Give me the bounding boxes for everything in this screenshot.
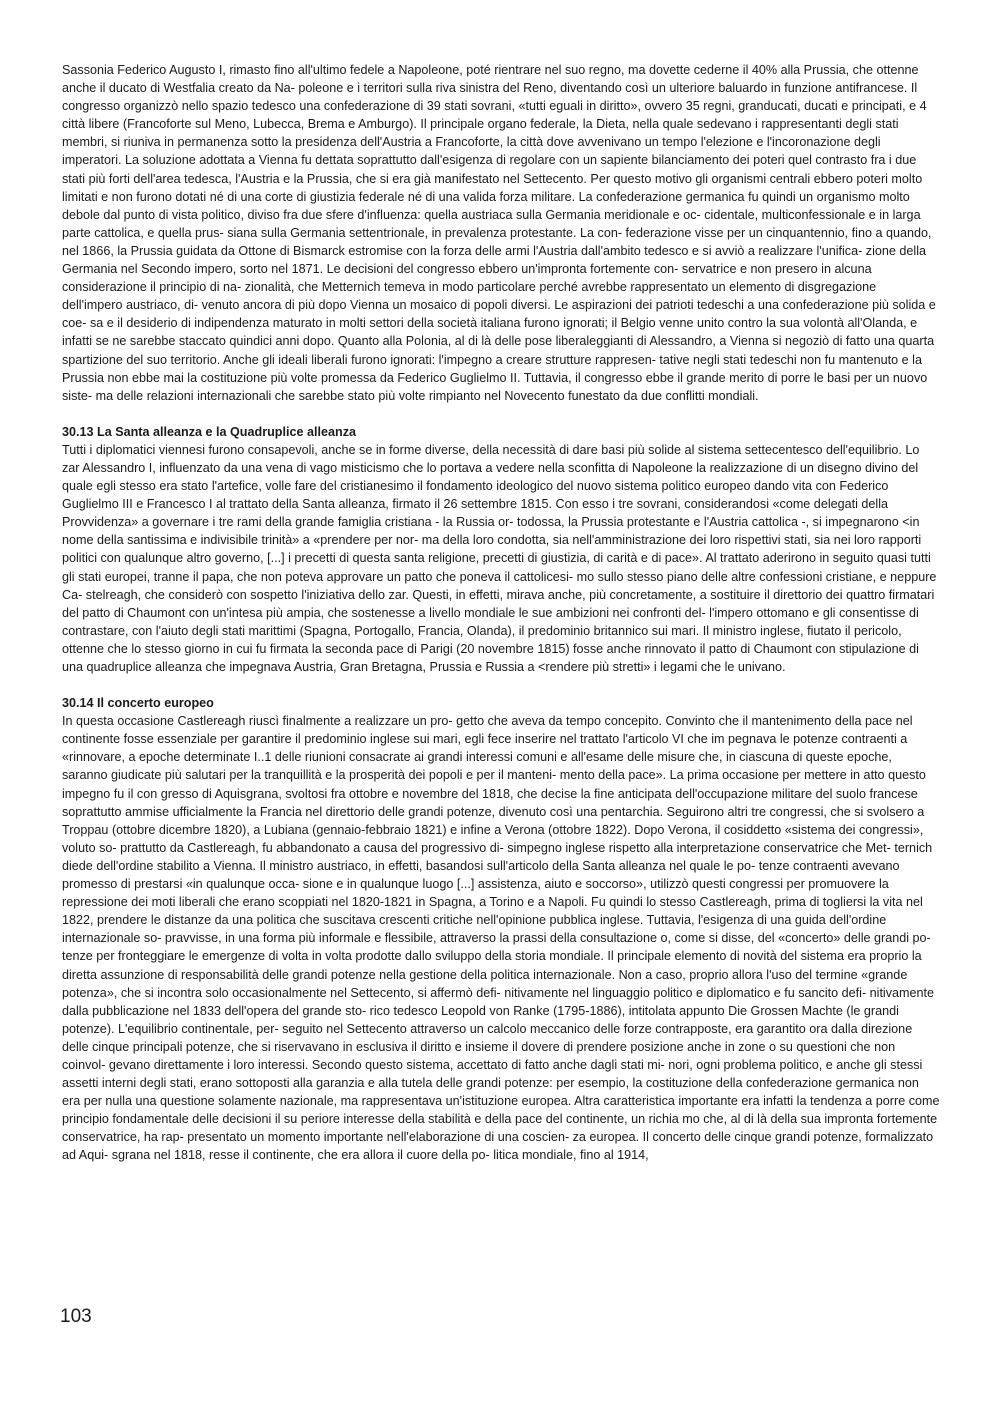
page-number: 103 [60,1306,92,1327]
section-heading-30-14: 30.14 Il concerto europeo [62,696,214,711]
paragraph-concerto-europeo: In questa occasione Castlereagh riuscì finalmente a realizzare un pro- getto che aveva da tempo concepito. Convinto che il mantenimento della pace nel continente fosse essenziale per garantire il predominio inglese sui mari, egli fece inserire nel trattato l'articolo VI che im pegnava le potenze contraenti a «rinnovare, a epoche determinate I..1 delle riunioni consacrate ai grandi interessi comuni e all'esame delle misure che, in ciascuna di queste epoche, saranno giudicate più salutari per la tranquillità e la prosperità dei popoli e per il manteni- mento della pace». La prima occasione per mettere in atto questo impegno fu il con gresso di Aquisgrana, svoltosi fra ottobre e novembre del 1818, che decise la fine anticipata dell'occupazione militare del suolo francese soprattutto ammise ufficialmente la Francia nel direttorio delle grandi potenze, divenuto così una pentarchia. Seguirono altri tre congressi, che si svolsero a Troppau (ottobre dicembre 1820), a Lubiana (gennaio-febbraio 1821) e infine a Verona (ottobre 1822). Dopo Verona, il cosiddetto «sistema dei congressi», voluto so- prattutto da Castlereagh, fu abbandonato a causa del progressivo di- simpegno inglese rispetto alla interpretazione conservatrice che Met- ternich diede dell'ordine stabilito a Vienna. Il ministro austriaco, in effetti, basandosi sull'articolo della Santa alleanza nel quale le po- tenze contraenti avevano promesso di prestarsi «in qualunque occa- sione e in qualunque luogo [...] assistenza, aiuto e soccorso», utilizzò questi congressi per promuovere la repressione dei moti liberali che erano scoppiati nel 1820-1821 in Spagna, a Torino e a Napoli. Fu quindi lo stesso Castlereagh, prima di togliersi la vita nel 1822, prendere le distanze da una politica che suscitava crescenti critiche nell'opinione pubblica inglese. Tuttavia, l'esigenza di una guida dell'ordine internazionale so- pravvisse, in una forma più informale e flessibile, attraverso la prassi della consultazione o, come si disse, del «concerto» delle grandi po- tenze per fronteggiare le emergenze di volta in volta prodotte dallo sviluppo della storia mondiale. Il principale elemento di novità del sistema era proprio la diretta assunzione di responsabilità delle grandi potenze nella gestione della politica internazionale. Non a caso, proprio allora l'uso del termine «grande potenza», che si incontra solo occasionalmente nel Settecento, si affermò defi- nitivamente nel linguaggio politico e diplomatico e fu sancito defi- nitivamente dalla pubblicazione nel 1833 dell'opera del grande sto- rico tedesco Leopold von Ranke (1795-1886), intitolata appunto Die Grossen Machte (le grandi potenze). L'equilibrio continentale, per- seguito nel Settecento attraverso un calcolo meccanico delle forze contrapposte, era garantito ora dalla direzione delle cinque principali potenze, che si riservavano in esclusiva il diritto e insieme il dovere di prendere posizione anche in zone o su questioni che non coinvol- gevano direttamente i loro interessi. Secondo questo sistema, accettato di fatto anche dagli stati mi- nori, ogni problema politico, e anche gli stessi assetti interni degli stati, erano sottoposti alla garanzia e alla tutela delle grandi potenze: per esempio, la costituzione della confederazione germanica non era per nulla una questione solamente nazionale, ma rappresentava un'istituzione europea. Altra caratteristica importante era infatti la tendenza a porre come principio fondamentale delle decisioni il su periore interesse della stabilità e della pace del continente, un richia mo che, al di là della sua impronta fortemente conservatrice, ha rap- presentato un momento importante nell'elaborazione di una coscien- za europea. Il concerto delle cinque grandi potenze, formalizzato ad Aqui- sgrana nel 1818, resse il continente, che era allora il cuore della po- litica mondiale, fino al 1914, [62,714,940,1163]
paragraph-santa-alleanza: Tutti i diplomatici viennesi furono consapevoli, anche se in forme diverse, della necessità di dare basi più solide al sistema settecentesco dell'equilibrio. Lo zar Alessandro I, influenzato da una vena di vago misticismo che lo portava a vedere nella sconfitta di Napoleone la realizzazione di un disegno divino del quale egli stesso era stato l'artefice, volle fare del cristianesimo il fondamento ideologico del nuovo sistema politico europeo dando vita con Federico Guglielmo III e Francesco I al trattato della Santa alleanza, firmato il 26 settembre 1815. Con esso i tre sovrani, considerandosi «come delegati della Provvidenza» a governare i tre rami della grande famiglia cristiana - la Russia or- todossa, la Prussia protestante e l'Austria cattolica -, si impegnarono <in nome della santissima e indivisibile trinità» a «prendere per nor- ma della loro condotta, sia nell'amministrazione dei loro rispettivi stati, sia nei loro rapporti politici con qualunque altro governo, [...] i precetti di questa santa religione, precetti di giustizia, di carità e di pace». Al trattato aderirono in seguito quasi tutti gli stati europei, tranne il papa, che non poteva approvare un patto che poneva il cattolicesi- mo sullo stesso piano delle altre confessioni cristiane, e neppure Ca- stelreagh, che considerò con sospetto l'iniziativa dello zar. Questi, in effetti, mirava anche, più concretamente, a sostituire il direttorio dei quattro firmatari del patto di Chaumont con un'intesa più ampia, che sostenesse a livello mondiale le sue ambizioni nei confronti del- l'impero ottomano e gli consentisse di contrastare, con l'aiuto degli stati marittimi (Spagna, Portogallo, Francia, Olanda), il predominio britannico sui mari. Il ministro inglese, fiutato il pericolo, ottenne che lo stesso giorno in cui fu firmata la seconda pace di Parigi (20 novembre 1815) fosse anche rinnovato il patto di Chaumont con stipulazione di una quadruplice alleanza che impegnava Austria, Gran Bretagna, Prussia e Russia a <rendere più stretti» i legami che le univano. [62,442,937,674]
document-body [62,61,940,1165]
paragraph-intro: Sassonia Federico Augusto I, rimasto fino all'ultimo fedele a Napoleone, poté rientrare nel suo regno, ma dovette cederne il 40% alla Prussia, che ottenne anche il ducato di Westfalia creato da Na- poleone e i territori sulla riva sinistra del Reno, diventando così un ulteriore baluardo in funzione antifrancese. Il congresso organizzò nello spazio tedesco una confederazione di 39 stati sovrani, «tutti eguali in diritto», ovvero 35 regni, granducati, ducati e principati, e 4 città libere (Francoforte sul Meno, Lubecca, Brema e Amburgo). Il principale organo federale, la Dieta, nella quale sedevano i rappresentanti degli stati membri, si riuniva in permanenza sotto la presidenza dell'Austria a Francoforte, la città dove avvenivano un tempo l'elezione e l'incoronazione degli imperatori. La soluzione adottata a Vienna fu dettata soprattutto dall'esigenza di regolare con un sapiente bilanciamento dei poteri quel contrasto fra i due stati più forti dell'area tedesca, l'Austria e la Prussia, che si era già manifestato nel Settecento. Per questo motivo gli organismi centrali ebbero poteri molto limitati e non furono dotati né di una corte di giustizia federale né di una valida forza militare. La confederazione germanica fu quindi un organismo molto debole dal punto di vista politico, diviso fra due sfere d'influenza: quella austriaca sulla Germania meridionale e oc- cidentale, multiconfessionale e in larga parte cattolica, e quella prus- siana sulla Germania settentrionale, in prevalenza protestante. La con- federazione visse per un cinquantennio, fino a quando, nel 1866, la Prussia guidata da Ottone di Bismarck estromise con la forza delle armi l'Austria dall'ambito tedesco e si avviò a realizzare l'unifica- zione della Germania nel Secondo impero, sorto nel 1871. Le decisioni del congresso ebbero un'impronta fortemente con- servatrice e non presero in alcuna considerazione il principio di na- zionalità, che Metternich temeva in modo particolare perché avrebbe rappresentato un elemento di disgregazione dell'impero austriaco, di- venuto ancora di più dopo Vienna un mosaico di popoli diversi. Le aspirazioni dei patrioti tedeschi a una confederazione più solida e coe- sa e il desiderio di indipendenza maturato in molti settori della società italiana furono ignorati; il Belgio venne unito contro la sua volontà all'Olanda, e infatti se ne sarebbe staccato quindici anni dopo. Quanto alla Polonia, al di là delle pose liberaleggianti di Alessandro, a Vienna si negoziò di fatto una quarta spartizione del suo territorio. Anche gli ideali liberali furono ignorati: l'impegno a creare strutture rappresen- tative negli stati tedeschi non fu mantenuto e la Prussia non ebbe mai la costituzione più volte promessa da Federico Guglielmo II. Tuttavia, il congresso ebbe il grande merito di porre le basi per un nuovo siste- ma delle relazioni internazionali che sarebbe stato più volte rimpianto nel Novecento funestato da due conflitti mondiali. [62,63,936,403]
section-heading-30-13: 30.13 La Santa alleanza e la Quadruplice alleanza [62,424,356,439]
